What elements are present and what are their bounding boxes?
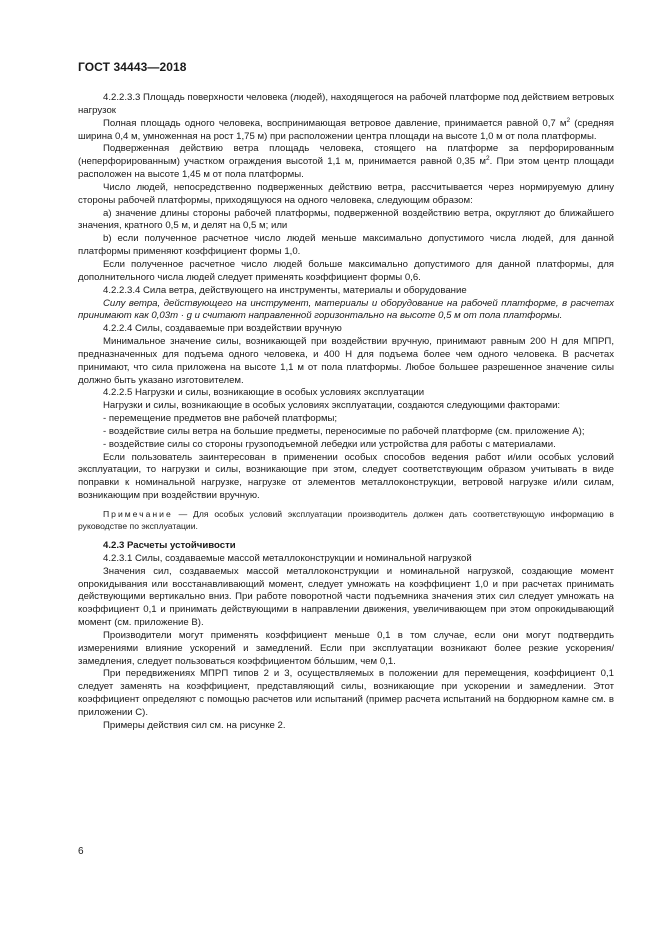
text-part: Полная площадь одного человека, воспринимающая ветровое давление, принимается равной 0,7 м xyxy=(103,117,567,129)
document-header: ГОСТ 34443—2018 xyxy=(78,60,187,74)
list-item-dash-3: - воздействие силы со стороны грузоподъемной лебедки или устройства для работы с материалами. xyxy=(103,438,556,450)
clause-4-2-3-1: 4.2.3.1 Силы, создаваемые массой металлоконструкции и номинальной нагрузкой xyxy=(103,552,472,564)
text-part: . При этом центр площади расположен на высоте 1,45 м от пола платформы. xyxy=(78,156,614,181)
paragraph-person-area xyxy=(78,118,614,144)
note-label: Примечание xyxy=(103,509,173,519)
paragraph-special-conditions: Нагрузки и силы, возникающие в особых условиях эксплуатации, создаются следующими факторами: xyxy=(103,400,561,412)
paragraph-examples: Примеры действия сил см. на рисунке 2. xyxy=(103,719,286,731)
paragraph-forces-values: Значения сил, создаваемых массой металлоконструкции и номинальной нагрузкой, создающие момент опрокидывания или восстанавливающий момент, следует умножать на коэффициент 1,0 и при расчетах принимать действующими вертикально вниз. При работе поворотной части подъемника значения этих сил следует умножать на коэффициент 0,1 и принимать действующими в направлении движения, увеличивающем при этом опрокидывающий момент (см. приложение В). xyxy=(78,565,614,629)
paragraph-manual-force: Минимальное значение силы, возникающей при воздействии вручную, принимают равным 200 Н для МПРП, предназначенных для подъема одного человека, и 400 Н для подъема более чем одного человека. В расчетах принимают, что сила приложена на высоте 1,1 м от пола платформы. Любое большее разрешенное значение силы должно быть указано изготовителем. xyxy=(78,336,614,386)
page-body xyxy=(78,92,614,733)
clause-4-2-2-4: 4.2.2.4 Силы, создаваемые при воздействии вручную xyxy=(103,323,342,335)
text-part: Подверженная действию ветра площадь человека, стоящего на платформе за перфорированным (неперфорированным) участком ограждения высотой 1,1 м, принимается равной 0,35 м xyxy=(78,143,614,168)
superscript: 2 xyxy=(485,155,490,163)
note xyxy=(78,509,614,532)
list-item-dash-1: - перемещение предметов вне рабочей платформы; xyxy=(103,413,338,425)
note-text: — Для особых условий эксплуатации производитель должен дать соответствующую информацию в руководстве по эксплуатации. xyxy=(78,509,614,531)
paragraph-manufacturers: Производители могут применять коэффициент меньше 0,1 в том случае, если они могут подтвердить измерениями влияние ускорений и замедлений. Если при эксплуатации возникают более резкие ускорения/замедления, следует пользоваться коэффициентом бо́льшим, чем 0,1. xyxy=(78,629,614,667)
paragraph-tools-wind: Силу ветра, действующего на инструмент, материалы и оборудование на рабочей платформе, в расчетах принимают как 0,03m · g и считают направленной горизонтально на высоте 0,5 м от пола платформы. xyxy=(78,297,614,322)
list-item-a: а) значение длины стороны рабочей платформы, подверженной воздействию ветра, округляют до ближайшего значения, кратного 0,5 м, и делят на 0,5 м; или xyxy=(78,207,614,232)
clause-4-2-2-5: 4.2.2.5 Нагрузки и силы, возникающие в особых условиях эксплуатации xyxy=(103,387,425,399)
clause-4-2-2-3-4: 4.2.2.3.4 Сила ветра, действующего на инструменты, материалы и оборудование xyxy=(103,284,467,296)
paragraph-people-count: Число людей, непосредственно подверженных действию ветра, рассчитывается через нормируемую длину стороны рабочей платформы, приходящуюся на одного человека, следующим образом: xyxy=(78,181,614,206)
text-part: (средняя ширина 0,4 м, умноженная на рост 1,75 м) при расположении центра площади на высоте 1,0 м от пола платформы. xyxy=(78,117,614,142)
page-number: 6 xyxy=(78,846,84,857)
list-item-b: b) если полученное расчетное число людей меньше максимально допустимого числа людей, для данной платформы применяют коэффициент формы 1,0. xyxy=(78,233,614,258)
superscript: 2 xyxy=(566,116,571,124)
paragraph-exposed-area xyxy=(78,143,614,182)
paragraph-shape-factor: Если полученное расчетное число людей больше максимально допустимого для данной платформы, для дополнительного числа людей следует применять коэффициент формы 0,6. xyxy=(78,258,614,283)
section-heading-4-2-3: 4.2.3 Расчеты устойчивости xyxy=(103,540,236,551)
paragraph-movement: При передвижениях МПРП типов 2 и 3, осуществляемых в положении для перемещения, коэффициент 0,1 следует заменять на коэффициент, представляющий силы, возникающие при ускорении и замедлении. Этот коэффициент определяют с помощью расчетов или испытаний (пример расчета испытаний на бордюрном камне см. в приложении С). xyxy=(78,668,614,718)
paragraph-user-interest: Если пользователь заинтересован в применении особых способов ведения работ и/или особых условий эксплуатации, то нагрузки и силы, возникающие при этом, следует соответствующим образом учитывать в виде поправки к номинальной нагрузке, нагрузке от элементов металлоконструкции, ветровой нагрузке и/или силам, возникающим при воздействии вручную. xyxy=(78,451,614,502)
clause-4-2-2-3-3: 4.2.2.3.3 Площадь поверхности человека (людей), находящегося на рабочей платформе под действием ветровых нагрузок xyxy=(78,92,614,116)
list-item-dash-2: - воздействие силы ветра на большие предметы, переносимые по рабочей платформе (см. приложение А); xyxy=(103,425,585,437)
